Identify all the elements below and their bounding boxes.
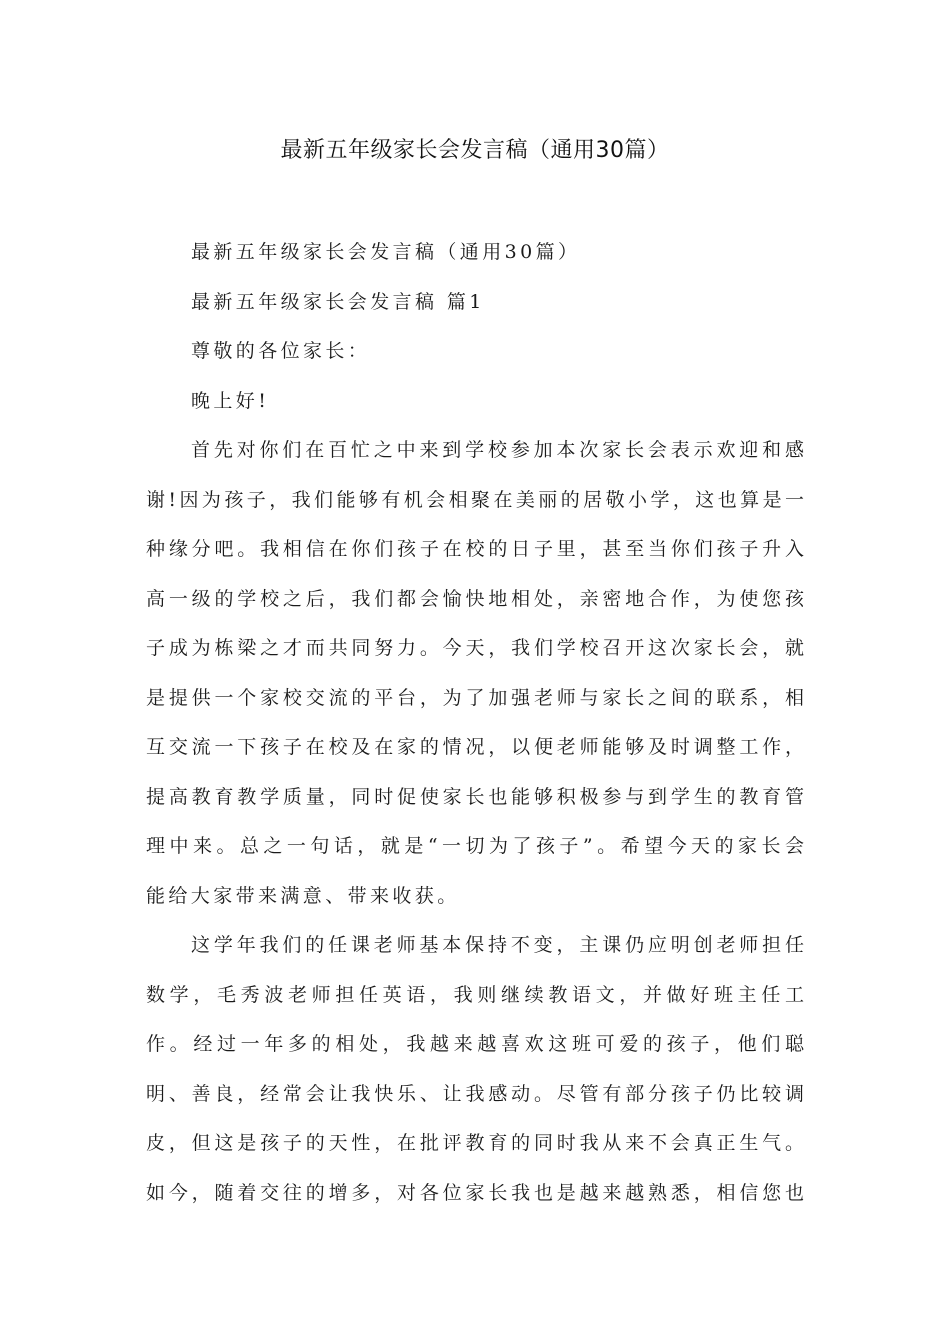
text-line: 这学年我们的任课老师基本保持不变，主课仍应明创老师担任 (191, 934, 806, 956)
text-line: 作。经过一年多的相处，我越来越喜欢这班可爱的孩子，他们聪 (146, 1033, 806, 1055)
text-line: 提高教育教学质量，同时促使家长也能够积极参与到学生的教育管 (146, 785, 806, 808)
text-line: 理中来。总之一句话，就是“一切为了孩子”。希望今天的家长会 (146, 835, 806, 857)
document-title: 最新五年级家长会发言稿（通用30篇） (280, 138, 670, 163)
text-line: 子成为栋梁之才而共同努力。今天，我们学校召开这次家长会，就 (146, 637, 806, 659)
text-line: 高一级的学校之后，我们都会愉快地相处，亲密地合作，为使您孩 (146, 587, 806, 610)
text-line: 明、善良，经常会让我快乐、让我感动。尽管有部分孩子仍比较调 (146, 1082, 806, 1105)
text-line: 是提供一个家校交流的平台，为了加强老师与家长之间的联系，相 (146, 686, 806, 709)
text-line: 互交流一下孩子在校及在家的情况，以便老师能够及时调整工作， (146, 736, 806, 758)
text-line: 能给大家带来满意、带来收获。 (146, 884, 460, 907)
text-line: 如今，随着交往的增多，对各位家长我也是越来越熟悉，相信您也 (146, 1181, 806, 1204)
text-line: 尊敬的各位家长： (191, 340, 371, 362)
text-line: 最新五年级家长会发言稿 篇1 (191, 290, 485, 313)
text-line: 数学，毛秀波老师担任英语，我则继续教语文，并做好班主任工 (146, 983, 806, 1006)
text-line: 最新五年级家长会发言稿（通用30篇） (191, 241, 581, 263)
text-line: 谢!因为孩子，我们能够有机会相聚在美丽的居敬小学，这也算是一 (146, 488, 806, 511)
document-body (146, 228, 806, 1218)
text-line: 晚上好! (191, 389, 270, 412)
text-line: 种缘分吧。我相信在你们孩子在校的日子里，甚至当你们孩子升入 (146, 538, 806, 560)
text-line: 皮，但这是孩子的天性，在批评教育的同时我从来不会真正生气。 (146, 1132, 806, 1154)
text-line: 首先对你们在百忙之中来到学校参加本次家长会表示欢迎和感 (191, 439, 806, 461)
